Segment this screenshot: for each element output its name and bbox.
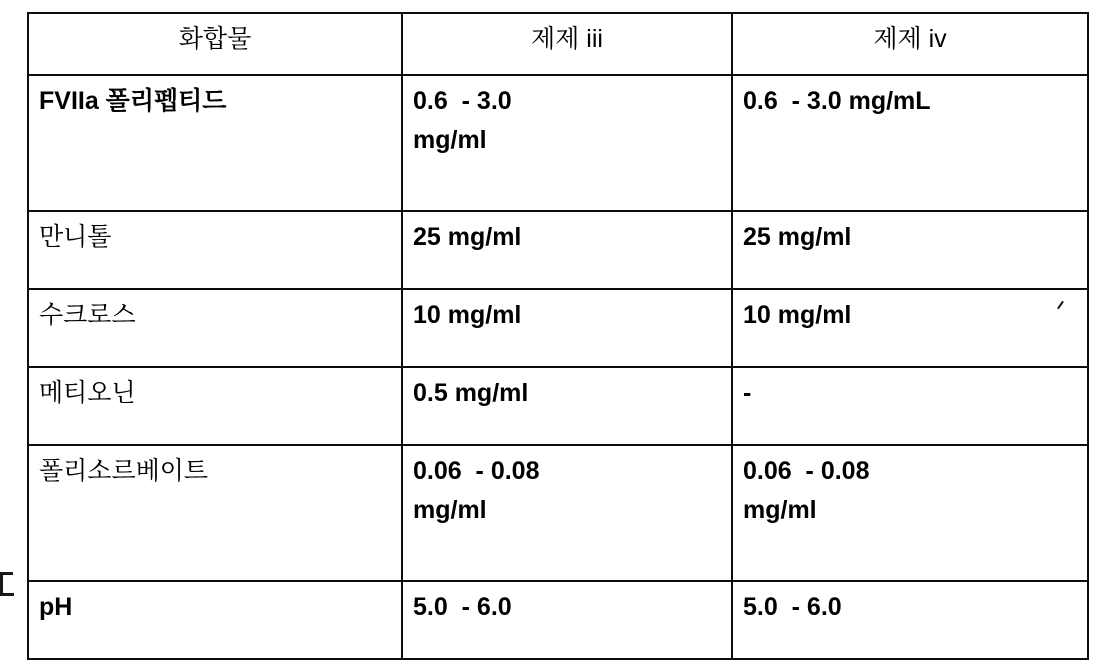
cell-ph-formulation-iv	[732, 581, 1088, 659]
cell-fviia-formulation-iv	[732, 75, 1088, 211]
column-header-formulation-iii: 제제 iii	[402, 13, 732, 75]
value-line: 5.0 - 6.0	[743, 593, 842, 621]
cell-methionine-formulation-iii	[402, 367, 732, 445]
value-line: 5.0 - 6.0	[413, 593, 512, 621]
cell-methionine-formulation-iv	[732, 367, 1088, 445]
cell-polysorbate-formulation-iv	[732, 445, 1088, 581]
cell-mannitol-formulation-iii	[402, 211, 732, 289]
cell-ph-formulation-iii	[402, 581, 732, 659]
formulation-table	[27, 12, 1089, 660]
cell-sucrose-formulation-iv	[732, 289, 1088, 367]
value-line: 0.6 - 3.0 mg/mL	[743, 87, 931, 115]
table-header-row	[28, 13, 1088, 75]
table-row	[28, 581, 1088, 659]
column-header-compound: 화합물	[28, 13, 402, 75]
table-row	[28, 289, 1088, 367]
value-line: mg/ml	[413, 495, 487, 524]
cell-fviia-formulation-iii	[402, 75, 732, 211]
table-row	[28, 75, 1088, 211]
value-line: -	[743, 379, 752, 407]
row-label-methionine: 메티오닌	[28, 367, 402, 445]
value-line: 10 mg/ml	[413, 301, 522, 329]
cell-polysorbate-formulation-iii	[402, 445, 732, 581]
value-line: 10 mg/ml	[743, 301, 852, 329]
cell-sucrose-formulation-iii	[402, 289, 732, 367]
table-row	[28, 211, 1088, 289]
value-line: 25 mg/ml	[743, 223, 852, 251]
row-label-fviia-polypeptide: FVIIa 폴리펩티드	[28, 75, 402, 211]
value-line: 0.06 - 0.08	[413, 457, 540, 485]
column-header-formulation-iv: 제제 iv	[732, 13, 1088, 75]
row-label-mannitol: 만니톨	[28, 211, 402, 289]
row-label-sucrose: 수크로스	[28, 289, 402, 367]
table-row	[28, 445, 1088, 581]
value-line: 25 mg/ml	[413, 223, 522, 251]
value-line: mg/ml	[413, 125, 487, 154]
row-label-polysorbate: 폴리소르베이트	[28, 445, 402, 581]
value-line: 0.6 - 3.0	[413, 87, 512, 115]
value-line: mg/ml	[743, 495, 817, 524]
table-row	[28, 367, 1088, 445]
cell-mannitol-formulation-iv	[732, 211, 1088, 289]
value-line: 0.5 mg/ml	[413, 379, 529, 407]
value-line: 0.06 - 0.08	[743, 457, 870, 485]
row-label-ph: pH	[28, 581, 402, 659]
